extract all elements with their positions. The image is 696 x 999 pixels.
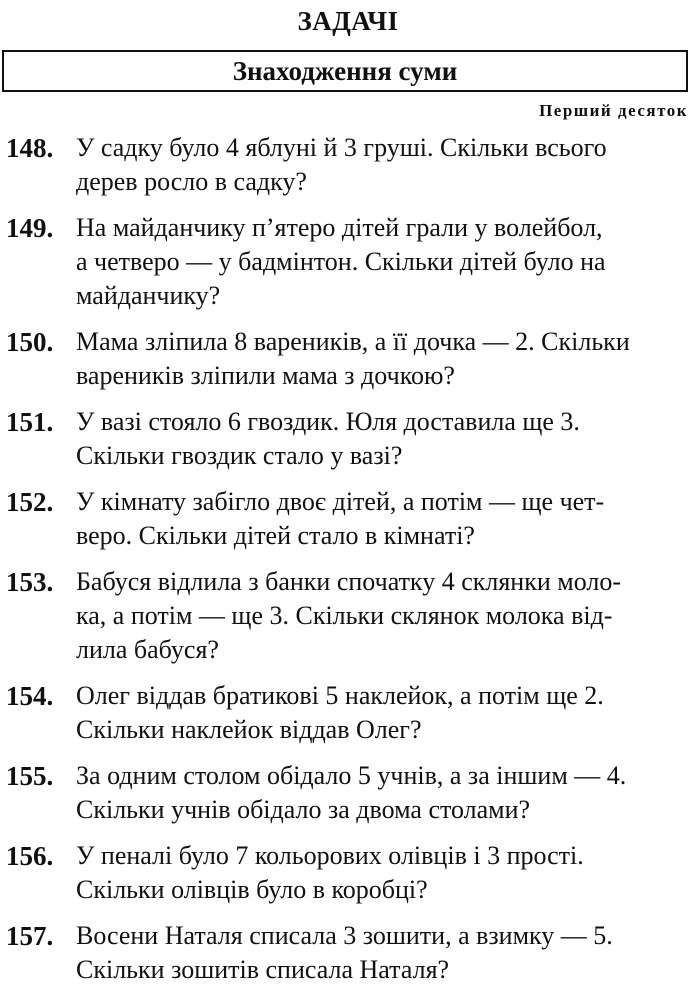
problem-list [6,131,688,999]
problem-line: У пеналі було 7 кольорових олівців і 3 прості. [76,841,584,870]
problem-155 [6,759,688,827]
problem-number: 148. [6,133,54,163]
page-heading: ЗАДАЧІ [297,6,399,36]
problem-line: У кімнату забігло двоє дітей, а потім — ще чет- [76,487,605,516]
problem-number: 155. [6,761,54,791]
problem-number: 149. [6,213,54,243]
problem-line: Скільки олівців було в коробці? [76,875,428,904]
problem-text [76,325,688,393]
problem-152 [6,485,688,553]
problem-text [76,131,688,199]
problem-line: Скільки гвоздик стало у вазі? [76,441,403,470]
problem-150 [6,325,688,393]
problem-line: Скільки зошитів списала Наталя? [76,955,450,984]
problem-number: 156. [6,841,54,871]
section-title: Знаходження суми [232,55,458,86]
problem-text [76,839,688,907]
problem-156 [6,839,688,907]
problem-number: 157. [6,921,54,951]
problem-number: 152. [6,487,54,517]
problem-line: вареників зліпили мама з дочкою? [76,361,455,390]
problem-text [76,919,688,987]
problem-149 [6,211,688,313]
problem-154 [6,679,688,747]
problem-line: Бабуся відлила з банки спочатку 4 склянки моло- [76,567,621,596]
problem-number: 150. [6,327,54,357]
problem-line: Мама зліпила 8 вареників, а її дочка — 2. Скільки [76,327,630,356]
problem-line: а четверо — у бадмінтон. Скільки дітей було на [76,247,606,276]
problem-text [76,759,688,827]
problem-text [76,679,688,747]
problem-text [76,211,688,313]
problem-number: 151. [6,407,54,437]
problem-151 [6,405,688,473]
problem-line: Олег віддав братикові 5 наклейок, а потім ще 2. [76,681,604,710]
problem-line: дерев росло в садку? [76,167,307,196]
problem-text [76,405,688,473]
problem-number: 154. [6,681,54,711]
problem-157 [6,919,688,987]
problem-line: За одним столом обідало 5 учнів, а за іншим — 4. [76,761,627,790]
problem-line: Восени Наталя списала 3 зошити, а взимку — 5. [76,921,613,950]
section-title-box [2,50,688,92]
problem-line: Скільки наклейок віддав Олег? [76,715,422,744]
problem-number: 153. [6,567,54,597]
subsection-title: Перший десяток [539,101,688,120]
problem-line: У вазі стояло 6 гвоздик. Юля доставила ще 3. [76,407,580,436]
problem-line: веро. Скільки дітей стало в кімнаті? [76,521,475,550]
problem-text [76,565,688,667]
problem-line: Скільки учнів обідало за двома столами? [76,795,531,824]
problem-line: майданчику? [76,281,221,310]
problem-line: лила бабуся? [76,635,219,664]
problem-148 [6,131,688,199]
problem-153 [6,565,688,667]
problem-text [76,485,688,553]
problem-line: На майданчику п’ятеро дітей грали у волейбол, [76,213,603,242]
problem-line: У садку було 4 яблуні й 3 груші. Скільки всього [76,133,607,162]
problem-line: ка, а потім — ще 3. Скільки склянок молока від- [76,601,613,630]
